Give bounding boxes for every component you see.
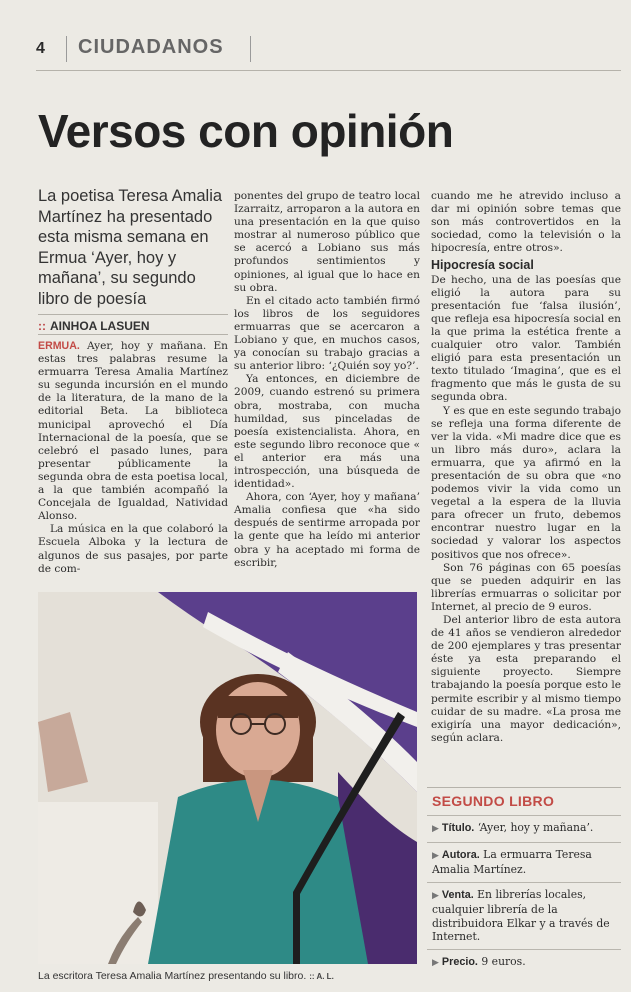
byline-rule [38,314,228,315]
paragraph: De hecho, una de las poesías que eligió la autora para su presentación fue ‘falsa ilusión’, que refleja esa hipocresía social en la que prima la estética frente a cualquier otro valor. También eligió para esta presentación un texto titulado ‘Imagina’, que es el fragmento que más le gusta de su segunda obra. [431,273,621,404]
byline-author: AINHOA LASUEN [50,319,150,333]
paragraph: Ya entonces, en diciembre de 2009, cuando estrenó su primera obra, mostraba, con mucha humildad, sus pinceladas de poesía existencialista. Ahora, en este segundo libro reconoce que « el anterior era más una introspección, una búsqueda de identidad». [234,373,420,491]
factbox-label: Título. [441,822,475,834]
photo-credit: :: A. L. [309,972,334,981]
article-column-1 [38,340,228,576]
paragraph: En el citado acto también firmó los libros de los seguidores ermuarras que se acercaron a Lobiano y que, en muchos casos, ya conocían su trabajo gracias a su anterior libro: ‘¿Quién soy yo?’. [234,294,420,373]
bullet-icon: ▶ [432,890,439,901]
standfirst: La poetisa Teresa Amalia Martínez ha presentado esta misma semana en Ermua ‘Ayer, hoy y mañana’, su segundo libro de poesía [38,187,223,308]
byline-rule [38,334,228,335]
paragraph [38,340,228,523]
headline: Versos con opinión [38,105,454,157]
paragraph: ponentes del grupo de teatro local Izarraitz, arroparon a la autora en una presentación en la que quiso mostrar al numeroso público que se acercó a Lobiano sus más profundos sentimientos y opiniones, al igual que lo hace en su obra. [234,190,420,294]
paragraph: Ahora, con ‘Ayer, hoy y mañana’ Amalia confiesa que «ha sido después de sentirme arropada por la gente que ha leído mi anterior obra y ha aceptado mi forma de escribir, [234,491,420,569]
paragraph-text: Ayer, hoy y mañana. En estas tres palabras resume la ermuarra Teresa Amalia Martínez su segunda incursión en el mundo de la literatura, de la mano de la editorial Beta. La biblioteca municipal aprovechó el Día Internacional de la poesía, que se celebró el pasado lunes, para presentar públicamente la segunda obra de esta poetisa local, a la que también acompañó la Concejala de Igualdad, Natividad Alonso. [38,340,228,523]
byline-marker: :: [38,319,46,333]
factbox [427,787,621,975]
article-column-3 [431,190,621,745]
factbox-text: La ermuarra Teresa Amalia Martínez. [432,847,592,876]
photo-caption [38,970,334,982]
factbox-label: Autora. [441,848,480,861]
paragraph: La música en la que colaboró la Escuela Alboka y la lectura de algunos de sus pasajes, por parte de com- [38,523,228,575]
article-photo [38,592,417,964]
factbox-text: En librerías locales, cualquier librería de la distribuidora Elkar y a través de Internet. [432,887,610,943]
byline [38,319,150,333]
factbox-text: 9 euros. [481,954,526,968]
divider [66,36,67,62]
paragraph: cuando me he atrevido incluso a dar mi opinión sobre temas que son más controvertidos en la sociedad, como la televisión o la hipocresía, entre otros». [431,190,621,255]
factbox-label: Precio. [441,955,478,968]
bullet-icon: ▶ [432,824,439,834]
factbox-title: SEGUNDO LIBRO [432,793,555,809]
factbox-item [427,815,621,842]
header-rule [36,70,621,71]
divider [250,36,251,62]
subheading: Hipocresía social [431,258,534,273]
paragraph: Y es que en este segundo trabajo se refleja una forma diferente de ver la vida. «Mi madre dice que es un libro más duro», aclara la ermuarra, que ya afirmó en la presentación de su obra que «no podemos vivir la vida como un vegetal a la espera de la lluvia para ofrecer un fruto, debemos encontrar nuestro lugar en la sociedad y valorar los aspectos positivos que nos ofrece». [431,404,621,561]
section-title: CIUDADANOS [78,36,224,58]
factbox-rule [427,787,621,788]
page-number: 4 [36,40,45,57]
caption-text: La escritora Teresa Amalia Martínez presentando su libro. [38,970,307,982]
bullet-icon: ▶ [432,957,439,968]
factbox-text: ‘Ayer, hoy y mañana’. [477,821,594,834]
dateline: ERMUA. [38,340,80,352]
factbox-item [427,842,621,882]
photo-illustration [38,592,417,964]
paragraph: Son 76 páginas con 65 poesías que se pueden adquirir en las librerías ermuarras o solicitar por Internet, al precio de 9 euros. [431,561,621,613]
factbox-item [427,882,621,949]
bullet-icon: ▶ [432,850,439,861]
factbox-label: Venta. [441,888,474,901]
factbox-item [427,949,621,976]
paragraph: Del anterior libro de esta autora de 41 años se vendieron alrededor de 200 ejemplares y tras presentar éste ya esta preparando el siguiente proyecto. Siempre trabajando la poesía porque esto le permite escribir y al mismo tiempo cuidar de su madre. «La prosa me exigiría una mayor dedicación», según aclara. [431,614,621,744]
article-column-2 [234,190,420,570]
